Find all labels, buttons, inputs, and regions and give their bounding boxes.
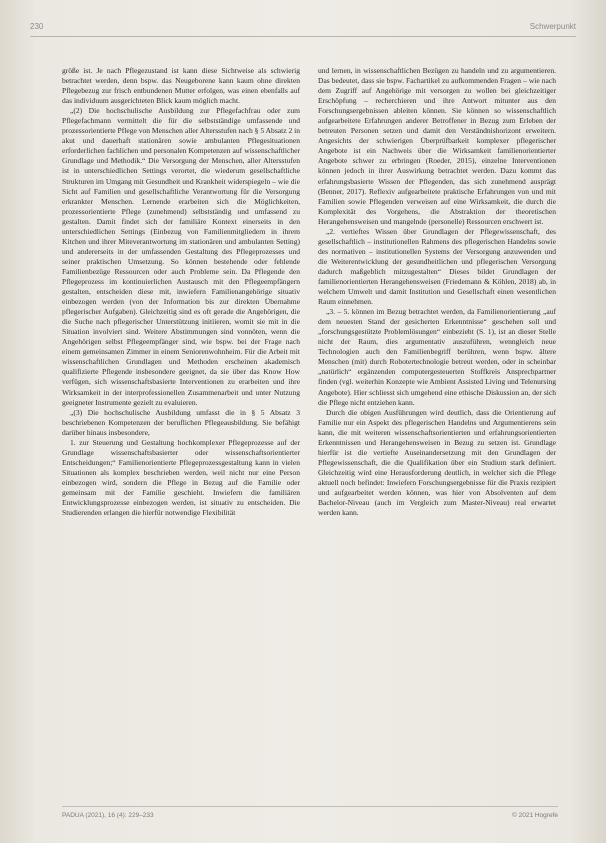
paragraph: „2. vertieftes Wissen über Grundlagen der Pflegewissenschaft, des gesellschaftlich – institutionellen Rahmens des pflegerischen Handelns sowie des normativen – institutionellen Systems der Versorgung anzuwenden und die Weiterentwicklung der gesundheitlichen und pflegerischen Versorgung dadurch maßgeblich mitzugestalten“ Dieses bildet Grundlagen der familienorientierten Herangehensweisen (Friedemann & Köhlen, 2018) ab, in welchem Umwelt und damit Institution und Gesellschaft einen wesentlichen Raum einnehmen. [318,226,556,307]
running-head [30,22,576,34]
journal-citation: PADUA (2021), 16 (4): 229–233 [62,812,154,819]
copyright: © 2021 Hogrefe [512,812,558,819]
paragraph: 1. zur Steuerung und Gestaltung hochkomplexer Pflegeprozesse auf der Grundlage wissenschaftsbasierter oder wissenschaftsorientierter Entscheidungen;“ Familienorientierte Pflegeprozessgestaltung kann in vielen Situationen als komplex beschrieben werden, weil nicht nur eine Person einbezogen wird, sondern die Pflege in Bezug auf die Familie oder gemeinsam mit der Familie geschieht. Inwiefern die familiären Entwicklungsprozesse einbezogen werden, ist situativ zu entscheiden. Die Studierenden erlangen die hierfür notwendige Flexibilität [62,437,300,518]
right-column [318,66,556,518]
paragraph: Durch die obigen Ausführungen wird deutlich, dass die Orientierung auf Familie nur ein Aspekt des pflegerischen Handelns und Argumentierens sein kann, die mit weiteren wissenschaftsorientierten und erfahrungsorientierten Erkenntnissen und Herangehensweisen in Bezug zu setzen ist. Grundlage hierfür ist die vertiefte Auseinandersetzung mit den Grundlagen der Pflegewissenschaft, die die Qualifikation über ein Studium stark definiert. Gleichzeitig wird eine Herausforderung deutlich, in welcher sich die Pflege aktuell noch befindet: Inwiefern Forschungsergebnisse für die Praxis rezipiert und aufgearbeitet werden können, was hier von Absolventen auf dem Bachelor-Niveau (auch im Vergleich zum Master-Niveau) real erwartet werden kann. [318,407,556,518]
page-number: 230 [30,22,44,31]
section-label: Schwerpunkt [529,22,576,31]
footer [62,812,558,822]
footer-rule [62,806,558,807]
paragraph: größe ist. Je nach Pflegezustand ist kann diese Sichtweise als schwierig betrachtet werden, denn bspw. das Neugeborene kann kaum ohne direkten Pflegebezug zur frisch entbundenen Mutter erfolgen, was einen ebenfalls auf das individuum ausgerichteten Blick kaum möglich macht. [62,66,300,106]
paragraph: „3. – 5. können im Bezug betrachtet werden, da Familienorientierung „auf dem neuesten Stand der gesicherten Erkenntnisse“ geschehen soll und „forschungsgestützte Problemlösungen“ einbezieht (S. 1), ist an dieser Stelle nicht der Raum, dies argumentativ auszuführen, wenngleich neue Technologien auch den Familienbegriff berühren, wenn bspw. ältere Menschen (mit) durch Robotertechnologie betreut werden, oder in scheinbar „natürlich“ ergänzenden computergesteuerten Stoffkreis Ansprechpartner finden (vgl. weiterhin Konzepte wie Ambient Assisted Living und Telenursing Angebote). Hier schliesst sich umgehend eine ethische Diskussion an, der sich die Pflege nicht entziehen kann. [318,307,556,407]
paragraph: „(3) Die hochschulische Ausbildung umfasst die in § 5 Absatz 3 beschriebenen Kompetenzen der beruflichen Pflegeausbildung. Sie befähigt darüber hinaus insbesondere, [62,407,300,437]
left-column [62,66,300,518]
header-rule [30,36,576,37]
paragraph: und lernen, in wissenschaftlichen Bezügen zu handeln und zu argumentieren. Das bedeutet, dass sie bspw. Fachartikel zu aufkommenden Fragen – wie nach dem Zugriff auf Angehörige mit versorgen zu wollen bei gleichzeitiger Erschöpfung – recherchieren und ihre Antwort mitunter aus den Forschungsergebnissen ableiten können. Sie können so wissenschaftlich aufgearbeitete Erfahrungen anderer Betroffener in Bezug zum Erleben der betreuten Personen setzen und damit den Verständnishorizont erweitern. Angesichts der schwierigen Überprüfbarkeit komplexer pflegerischer Angebote ist ein Nachweis über die Wirksamkeit familienorientierter Angebote schwer zu erbringen (Roeder, 2015), einzelne Interventionen können jedoch in ihrer Auswirkung betrachtet werden. Dazu kommt das erfahrungsbasierte Wissen der Pflegenden, das sich zunehmend ausprägt (Benner, 2017). Reflexiv aufgearbeitete praktische Erfahrungen von und mit Familien sowie Pflegenden verweisen auf eine Wirksamkeit, die durch die Komplexität des Vorgehens, die Abstraktion der theoretischen Herangehensweisen und mangelnde (personelle) Ressourcen erschwert ist. [318,66,556,226]
paragraph: „(2) Die hochschulische Ausbildung zur Pflegefachfrau oder zum Pflegefachmann vermittelt die für die selbstständige umfassende und prozessorientierte Pflege von Menschen aller Altersstufen nach § 5 Absatz 2 in akut und dauerhaft stationären sowie ambulanten Pflegesituationen erforderlichen fachlichen und personalen Kompetenzen auf wissenschaftlicher Grundlage und Methodik.“ Die Versorgung der Menschen, aller Altersstufen ist in unterschiedlichen Settings verortet, die wiederum gesellschaftliche Strukturen im Umgang mit Gesundheit und Krankheit widerspiegeln – wie die Sicht auf Familien und gesellschaftliche Verantwortung für die Versorgung erkrankter Menschen. Lernende erarbeiten sich die Möglichkeiten, prozessorientierte Pflege (zunehmend) selbstständig und umfassend zu gestalten. Damit findet sich der familiäre Kontext einerseits in den unterschiedlichen Settings (Einbezug von Familienmitgliedern in ihrem Kitchen und ihrer Miteverantwortung im stationären und ambulanten Setting) und andererseits in der umfassenden Gestaltung des Pflegeprozesses und seiner praktischen Umsetzung. So können bestehende oder fehlende Familienbezüge Ressourcen oder auch Probleme sein. Da Pflegende den Pflegeprozess im kontinuierlichen Austausch mit den Pflegeempfängern gestalten, entscheiden diese mit, inwiefern Familienangehörige situativ einbezogen werden (von der Information bis zur direkten Übernahme pflegerischer Aufgaben). Gleichzeitig sind es oft gerade die Angehörigen, die die Suche nach pflegerischer Unterstützung initiieren, womit sie mit in die Situation involviert sind. Weitere Abstimmungen sind vonnöten, wenn die Angehörigen selbst Pflegeempfänger sind, wie bspw. bei der Frage nach einem gemeinsamen Zimmer in einem Seniorenwohnheim. Für die Arbeit mit wissenschaftlichen Grundlagen und Methoden erscheinen akademisch qualifizierte Pflegende insbesondere geeignet, da sie über das Know How verfügen, sich wissenschaftsbasierte Interventionen zu erarbeiten und ihre Wirksamkeit in der interprofessionellen Zusammenarbeit und unter Nutzung geeigneter Instrumente gezielt zu evaluieren. [62,106,300,407]
